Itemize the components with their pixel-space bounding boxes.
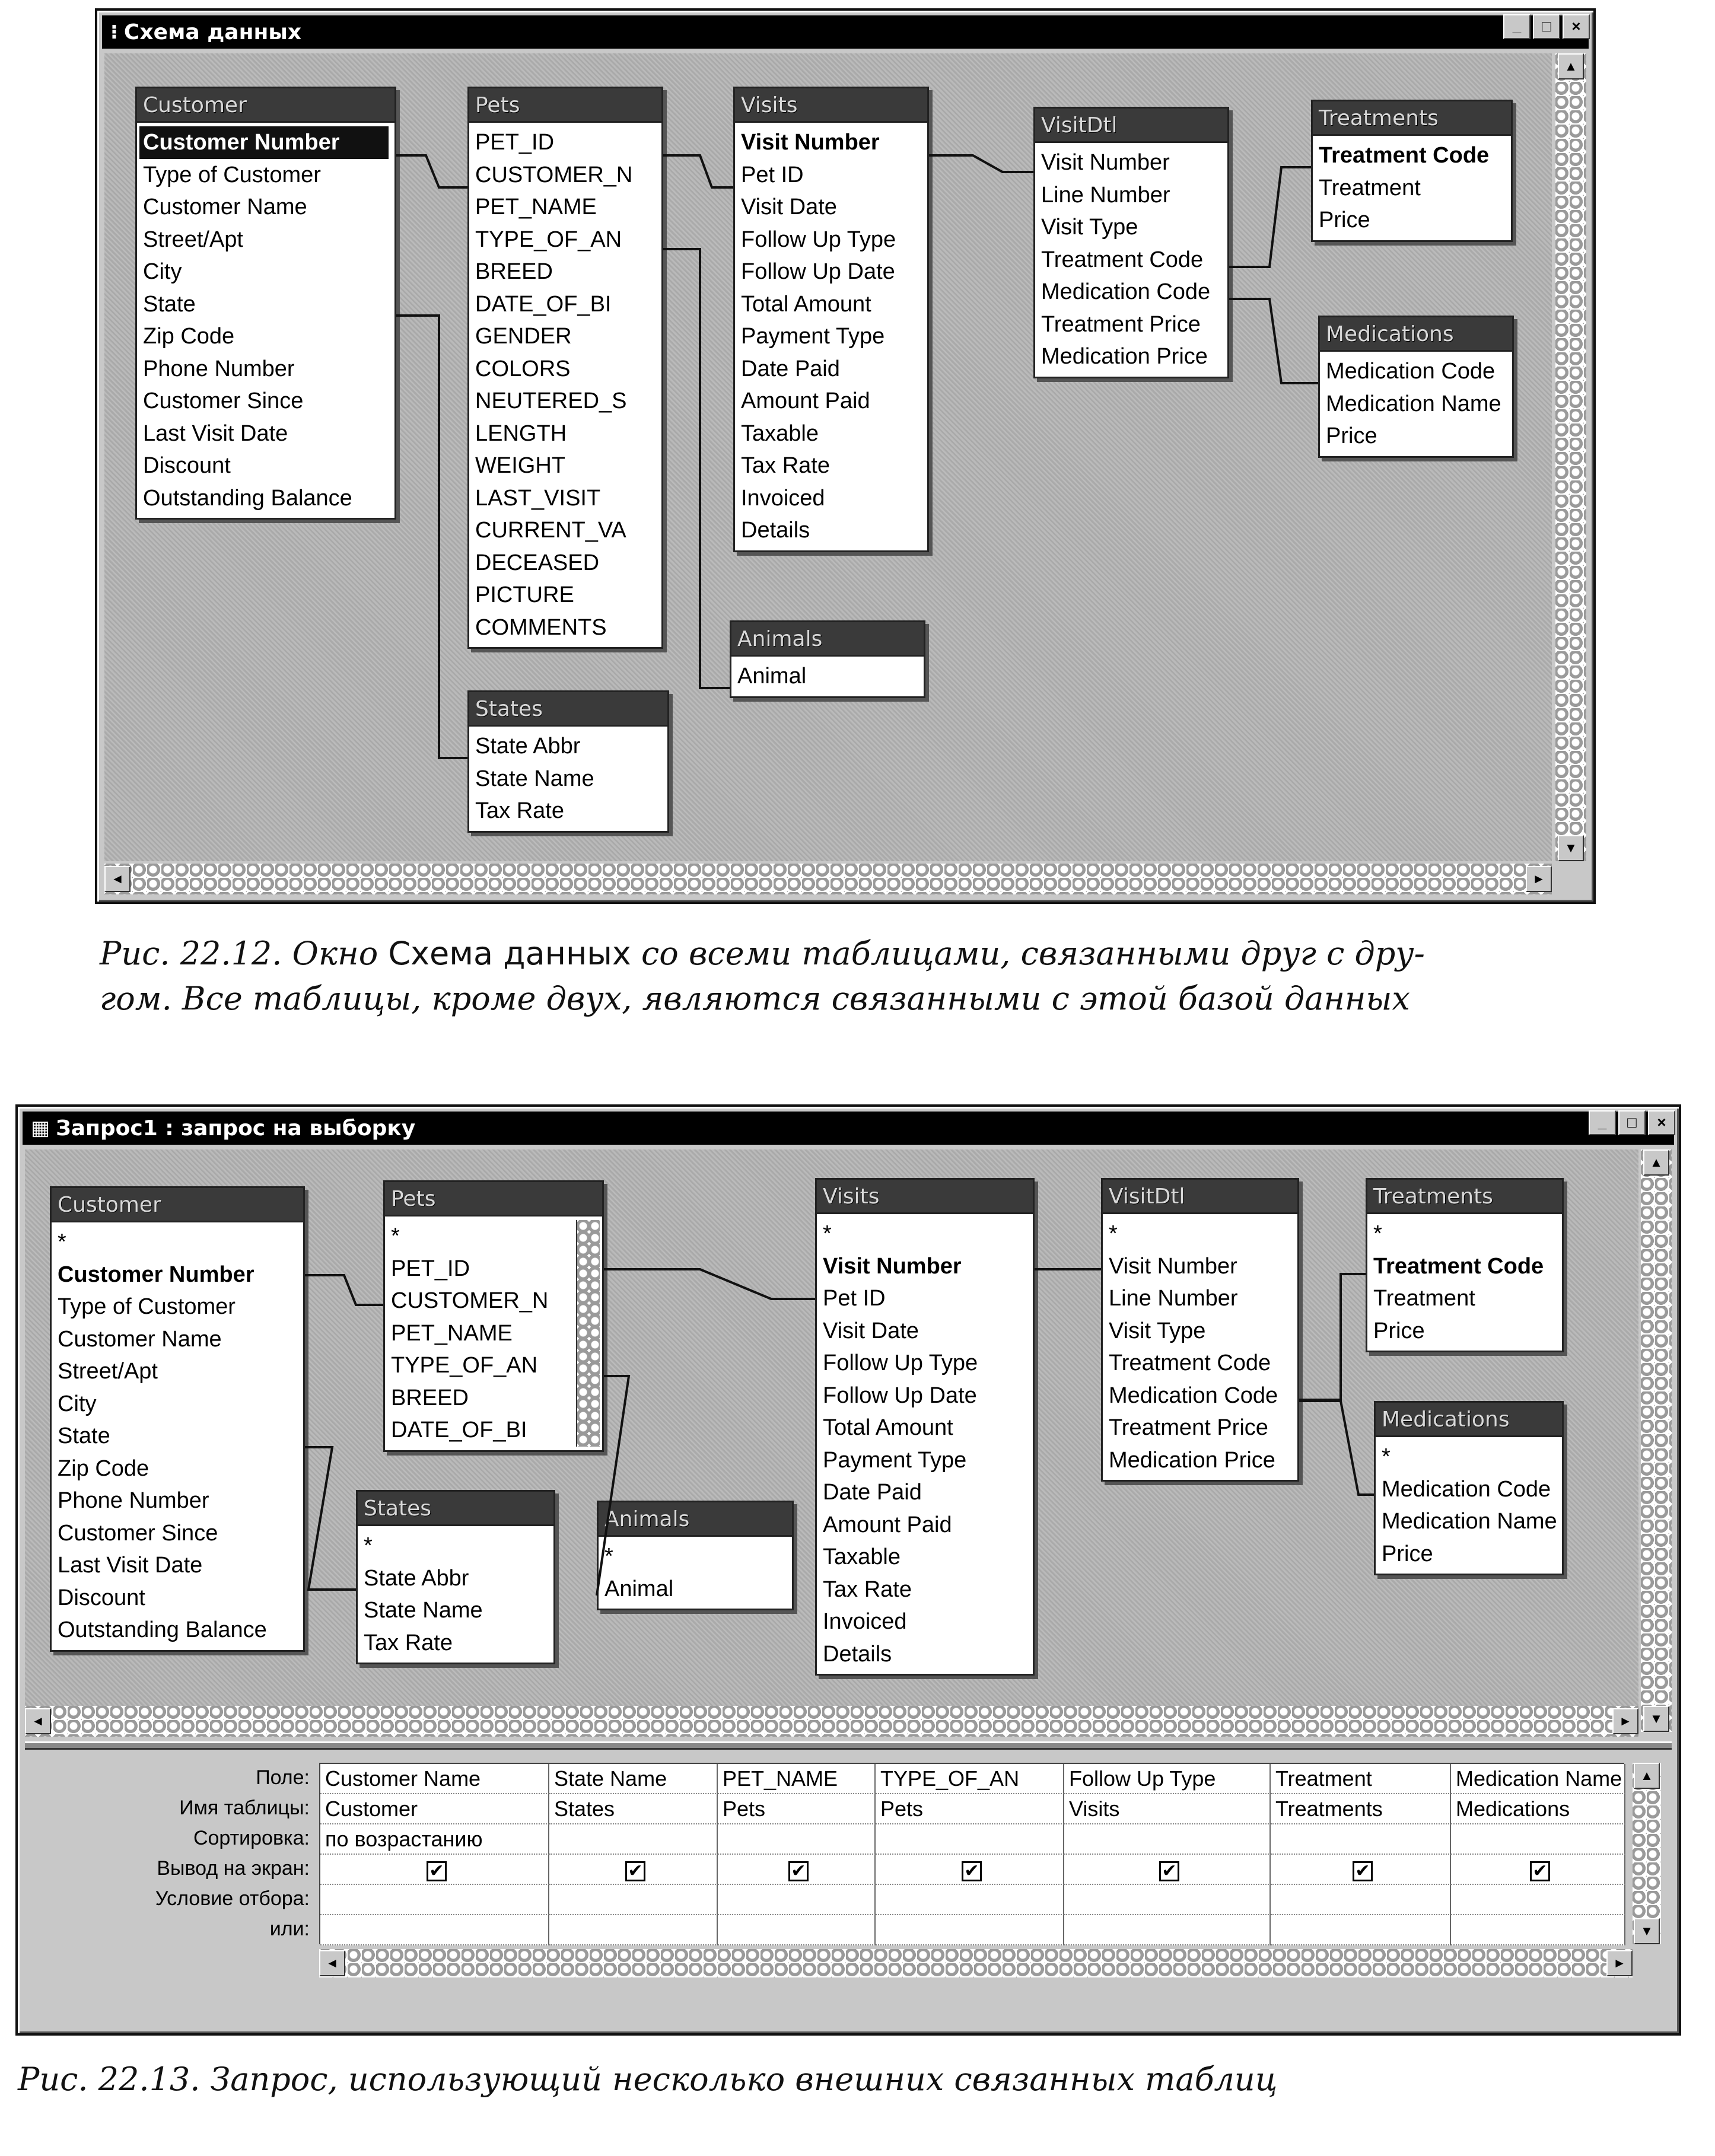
- row-label-sort: Сортировка:: [193, 1827, 310, 1849]
- field-item[interactable]: Animal: [604, 1576, 674, 1601]
- field-item[interactable]: Outstanding Balance: [58, 1617, 267, 1642]
- field-item[interactable]: Details: [741, 518, 810, 543]
- table-title[interactable]: Pets: [385, 1182, 602, 1216]
- field-item[interactable]: Follow Up Date: [741, 259, 895, 284]
- field-item[interactable]: Type of Customer: [58, 1294, 236, 1319]
- field-item[interactable]: Last Visit Date: [143, 421, 288, 446]
- field-item[interactable]: Medication Price: [1109, 1447, 1275, 1473]
- scroll-down-arrow-icon[interactable]: ▼: [1643, 1706, 1669, 1732]
- field-item[interactable]: Visit Number: [741, 130, 880, 155]
- scroll-right-arrow-icon[interactable]: ►: [1526, 866, 1552, 892]
- figure-caption-22-13: [18, 2057, 1679, 2102]
- field-item[interactable]: Phone Number: [58, 1488, 209, 1513]
- scroll-up-arrow-icon[interactable]: ▲: [1634, 1763, 1660, 1789]
- field-item[interactable]: Street/Apt: [58, 1359, 158, 1384]
- table-title[interactable]: Customer: [52, 1188, 303, 1222]
- table-title[interactable]: Customer: [137, 88, 394, 123]
- field-item[interactable]: Tax Rate: [823, 1577, 912, 1602]
- field-item[interactable]: Medication Code: [1041, 279, 1211, 304]
- field-item[interactable]: State Abbr: [475, 734, 581, 759]
- field-item[interactable]: Tax Rate: [475, 798, 564, 823]
- field-item[interactable]: Invoiced: [823, 1609, 907, 1634]
- field-item[interactable]: *: [58, 1230, 66, 1254]
- minimize-button[interactable]: _: [1589, 1110, 1616, 1135]
- field-item[interactable]: Zip Code: [143, 324, 235, 349]
- show-checkbox[interactable]: ✔: [427, 1861, 447, 1881]
- field-item[interactable]: *: [391, 1224, 400, 1249]
- table-title[interactable]: VisitDtl: [1035, 109, 1227, 143]
- grid-cell-table[interactable]: Treatments: [1271, 1794, 1451, 1824]
- table-title[interactable]: Treatments: [1367, 1180, 1562, 1214]
- table-title[interactable]: Visits: [735, 88, 927, 123]
- schema-window-title: Схема данных: [123, 20, 302, 44]
- row-label-show: Вывод на экран:: [157, 1857, 310, 1880]
- field-item[interactable]: Treatment Code: [1109, 1351, 1271, 1375]
- field-item[interactable]: Medication Code: [1382, 1476, 1551, 1502]
- row-label-table: Имя таблицы:: [179, 1797, 310, 1819]
- grid-cell-field[interactable]: Follow Up Type: [1064, 1764, 1271, 1794]
- row-label-field: Поле:: [256, 1766, 310, 1789]
- field-item[interactable]: Date Paid: [741, 356, 840, 381]
- field-item[interactable]: Amount Paid: [741, 388, 870, 413]
- grid-cell-field[interactable]: PET_NAME: [718, 1764, 876, 1794]
- grid-cell-sort[interactable]: по возрастанию: [320, 1824, 549, 1855]
- scroll-right-arrow-icon[interactable]: ►: [1612, 1708, 1638, 1734]
- field-item[interactable]: GENDER: [475, 324, 572, 349]
- query-window-title: Запрос1 : запрос на выборку: [56, 1116, 416, 1141]
- caption-emphasis: Схема данных: [388, 935, 631, 972]
- field-item[interactable]: Tax Rate: [741, 453, 830, 478]
- field-item[interactable]: Follow Up Type: [741, 227, 896, 252]
- grid-cell-table[interactable]: States: [549, 1794, 718, 1824]
- field-item[interactable]: Medication Code: [1326, 359, 1496, 384]
- field-item[interactable]: Visit Number: [1041, 150, 1170, 175]
- field-item[interactable]: PET_NAME: [391, 1320, 513, 1346]
- field-item[interactable]: PET_ID: [391, 1256, 470, 1281]
- show-checkbox[interactable]: ✔: [625, 1861, 645, 1881]
- field-item[interactable]: Line Number: [1109, 1286, 1238, 1311]
- field-item[interactable]: *: [364, 1533, 373, 1558]
- grid-cell-field[interactable]: TYPE_OF_AN: [876, 1764, 1064, 1794]
- field-item[interactable]: Medication Code: [1109, 1383, 1278, 1408]
- scroll-up-arrow-icon[interactable]: ▲: [1558, 53, 1584, 79]
- relationship-line: [305, 1275, 383, 1305]
- field-item[interactable]: WEIGHT: [475, 453, 565, 478]
- field-item[interactable]: State Abbr: [364, 1565, 469, 1591]
- field-item[interactable]: TYPE_OF_AN: [475, 227, 622, 252]
- caption-line2: гом. Все таблицы, кроме двух, являются связанными с этой базой данных: [100, 980, 1410, 1017]
- field-item[interactable]: Tax Rate: [364, 1630, 453, 1655]
- field-item[interactable]: Customer Name: [58, 1326, 222, 1352]
- field-item[interactable]: Treatment Code: [1319, 143, 1490, 168]
- grid-cell-field[interactable]: Treatment: [1271, 1764, 1451, 1794]
- field-item[interactable]: CUSTOMER_N: [475, 162, 633, 187]
- table-title[interactable]: States: [358, 1492, 553, 1526]
- scroll-up-arrow-icon[interactable]: ▲: [1643, 1149, 1669, 1176]
- field-item[interactable]: Price: [1373, 1318, 1425, 1343]
- scroll-right-arrow-icon[interactable]: ►: [1606, 1950, 1633, 1976]
- field-item[interactable]: Visit Number: [1109, 1253, 1237, 1279]
- field-item[interactable]: Medication Name: [1382, 1509, 1557, 1534]
- field-item[interactable]: NEUTERED_S: [475, 388, 627, 413]
- field-item[interactable]: BREED: [391, 1385, 469, 1410]
- field-item[interactable]: Pet ID: [741, 162, 804, 187]
- field-item[interactable]: Price: [1319, 208, 1370, 233]
- caption-prefix: Рис. 22.12. Окно: [100, 935, 389, 972]
- field-item[interactable]: PET_NAME: [475, 195, 597, 219]
- table-title[interactable]: Visits: [817, 1180, 1033, 1214]
- grid-cell-table[interactable]: Visits: [1064, 1794, 1271, 1824]
- field-item[interactable]: Visit Number: [823, 1253, 962, 1279]
- schema-icon[interactable]: ⁝: [110, 20, 118, 44]
- close-button[interactable]: ×: [1563, 14, 1590, 39]
- field-item[interactable]: Follow Up Date: [823, 1383, 977, 1408]
- field-item[interactable]: Invoiced: [741, 485, 825, 511]
- field-item[interactable]: Outstanding Balance: [143, 485, 352, 511]
- table-title[interactable]: Medications: [1320, 317, 1512, 352]
- field-item[interactable]: LENGTH: [475, 421, 567, 446]
- grid-cell-table[interactable]: Customer: [320, 1794, 549, 1824]
- field-item[interactable]: Animal: [737, 664, 807, 689]
- table-title[interactable]: Medications: [1376, 1403, 1562, 1437]
- field-item[interactable]: DECEASED: [475, 550, 600, 575]
- field-item[interactable]: Amount Paid: [823, 1512, 952, 1537]
- relationship-line: [597, 1376, 629, 1595]
- field-item[interactable]: Treatment: [1373, 1286, 1475, 1311]
- field-item[interactable]: City: [143, 259, 182, 284]
- caption2-text: Рис. 22.13. Запрос, использующий несколько внешних связанных таблиц: [18, 2061, 1278, 2098]
- field-item[interactable]: LAST_VISIT: [475, 485, 601, 511]
- field-item[interactable]: State: [58, 1423, 110, 1448]
- field-item[interactable]: Payment Type: [741, 324, 885, 349]
- field-item[interactable]: Price: [1326, 423, 1377, 448]
- field-item[interactable]: Customer Name: [143, 195, 307, 219]
- field-item[interactable]: Visit Date: [823, 1318, 919, 1343]
- field-item[interactable]: Treatment Price: [1109, 1415, 1268, 1440]
- field-item[interactable]: Type of Customer: [143, 162, 321, 187]
- field-item[interactable]: *: [1382, 1444, 1391, 1469]
- field-item[interactable]: PICTURE: [475, 582, 574, 607]
- scroll-down-arrow-icon[interactable]: ▼: [1634, 1918, 1660, 1944]
- field-item[interactable]: City: [58, 1391, 97, 1416]
- query-icon[interactable]: ▦: [31, 1116, 50, 1140]
- table-title[interactable]: Animals: [731, 622, 924, 657]
- show-checkbox[interactable]: ✔: [1159, 1861, 1179, 1881]
- field-item[interactable]: Treatment Price: [1041, 311, 1201, 337]
- field-item[interactable]: Taxable: [823, 1544, 901, 1569]
- field-item[interactable]: Visit Date: [741, 195, 837, 219]
- field-item[interactable]: BREED: [475, 259, 553, 284]
- maximize-button[interactable]: □: [1618, 1110, 1646, 1135]
- field-item[interactable]: Taxable: [741, 421, 819, 446]
- grid-cell-table[interactable]: Medications: [1451, 1794, 1625, 1824]
- field-item[interactable]: PET_ID: [475, 130, 555, 155]
- field-item[interactable]: DATE_OF_BI: [391, 1418, 527, 1442]
- field-item[interactable]: Total Amount: [823, 1415, 953, 1440]
- field-item[interactable]: Zip Code: [58, 1456, 149, 1481]
- table-title[interactable]: States: [469, 692, 667, 727]
- field-item[interactable]: Medication Price: [1041, 344, 1208, 369]
- field-item[interactable]: Discount: [143, 453, 231, 478]
- field-item[interactable]: Follow Up Type: [823, 1351, 978, 1375]
- field-item[interactable]: Treatment Code: [1373, 1253, 1544, 1279]
- field-item[interactable]: Treatment: [1319, 175, 1421, 200]
- field-item[interactable]: CUSTOMER_N: [391, 1288, 549, 1313]
- field-item[interactable]: Date Paid: [823, 1480, 922, 1505]
- table-title[interactable]: Animals: [599, 1502, 792, 1537]
- table-title[interactable]: Pets: [469, 88, 661, 123]
- field-item[interactable]: Discount: [58, 1585, 145, 1610]
- field-item[interactable]: CURRENT_VA: [475, 518, 626, 543]
- field-item[interactable]: Visit Type: [1109, 1318, 1206, 1343]
- show-checkbox[interactable]: ✔: [1530, 1861, 1550, 1881]
- field-item[interactable]: State Name: [364, 1598, 483, 1623]
- field-item[interactable]: Line Number: [1041, 182, 1170, 208]
- grid-cell-field[interactable]: Customer Name: [320, 1764, 549, 1794]
- field-item[interactable]: Customer Since: [58, 1520, 218, 1546]
- relationship-line: [1299, 1401, 1374, 1495]
- minimize-button[interactable]: _: [1503, 14, 1531, 39]
- field-item[interactable]: Visit Type: [1041, 215, 1138, 240]
- field-item[interactable]: Payment Type: [823, 1447, 967, 1473]
- relationship-line: [604, 1269, 815, 1299]
- field-item[interactable]: *: [604, 1544, 613, 1569]
- field-item[interactable]: Medication Name: [1326, 391, 1501, 416]
- field-item[interactable]: Details: [823, 1641, 892, 1667]
- field-item[interactable]: State: [143, 291, 196, 317]
- field-item[interactable]: DATE_OF_BI: [475, 291, 612, 317]
- field-item[interactable]: Phone Number: [143, 356, 295, 381]
- grid-cell-table[interactable]: Pets: [876, 1794, 1064, 1824]
- field-item[interactable]: State Name: [475, 766, 594, 791]
- field-item[interactable]: COMMENTS: [475, 614, 607, 640]
- scroll-down-arrow-icon[interactable]: ▼: [1558, 835, 1584, 861]
- field-item[interactable]: TYPE_OF_AN: [391, 1353, 538, 1378]
- field-item[interactable]: Total Amount: [741, 291, 871, 317]
- show-checkbox[interactable]: ✔: [788, 1861, 809, 1881]
- field-item[interactable]: Street/Apt: [143, 227, 243, 252]
- scroll-left-arrow-icon[interactable]: ◄: [104, 866, 131, 892]
- field-item[interactable]: Customer Number: [139, 126, 389, 159]
- field-item[interactable]: Last Visit Date: [58, 1553, 203, 1578]
- scroll-left-arrow-icon[interactable]: ◄: [319, 1950, 345, 1976]
- grid-cell-field[interactable]: Medication Name: [1451, 1764, 1625, 1794]
- field-item[interactable]: *: [823, 1221, 832, 1246]
- field-item[interactable]: *: [1373, 1221, 1382, 1246]
- grid-cell-field[interactable]: State Name: [549, 1764, 718, 1794]
- row-label-criteria: Условие отбора:: [155, 1887, 310, 1910]
- show-checkbox[interactable]: ✔: [962, 1861, 982, 1881]
- table-title[interactable]: Treatments: [1313, 101, 1511, 136]
- field-item[interactable]: Pet ID: [823, 1286, 886, 1311]
- grid-cell-table[interactable]: Pets: [718, 1794, 876, 1824]
- table-title[interactable]: VisitDtl: [1103, 1180, 1297, 1214]
- show-checkbox[interactable]: ✔: [1353, 1861, 1373, 1881]
- field-item[interactable]: Price: [1382, 1541, 1433, 1566]
- relationship-line: [305, 1447, 356, 1590]
- field-item[interactable]: COLORS: [475, 356, 571, 381]
- field-item[interactable]: Treatment Code: [1041, 247, 1204, 272]
- field-item[interactable]: *: [1109, 1221, 1118, 1246]
- scroll-left-arrow-icon[interactable]: ◄: [25, 1708, 51, 1734]
- field-item[interactable]: Customer Number: [58, 1262, 254, 1287]
- caption-line1-rest: со всеми таблицами, связанными друг с дру-: [631, 935, 1425, 972]
- row-label-or: или:: [269, 1918, 310, 1940]
- field-item[interactable]: Customer Since: [143, 388, 304, 413]
- relationship-line: [1299, 1274, 1366, 1400]
- maximize-button[interactable]: □: [1533, 14, 1560, 39]
- close-button[interactable]: ×: [1648, 1110, 1675, 1135]
